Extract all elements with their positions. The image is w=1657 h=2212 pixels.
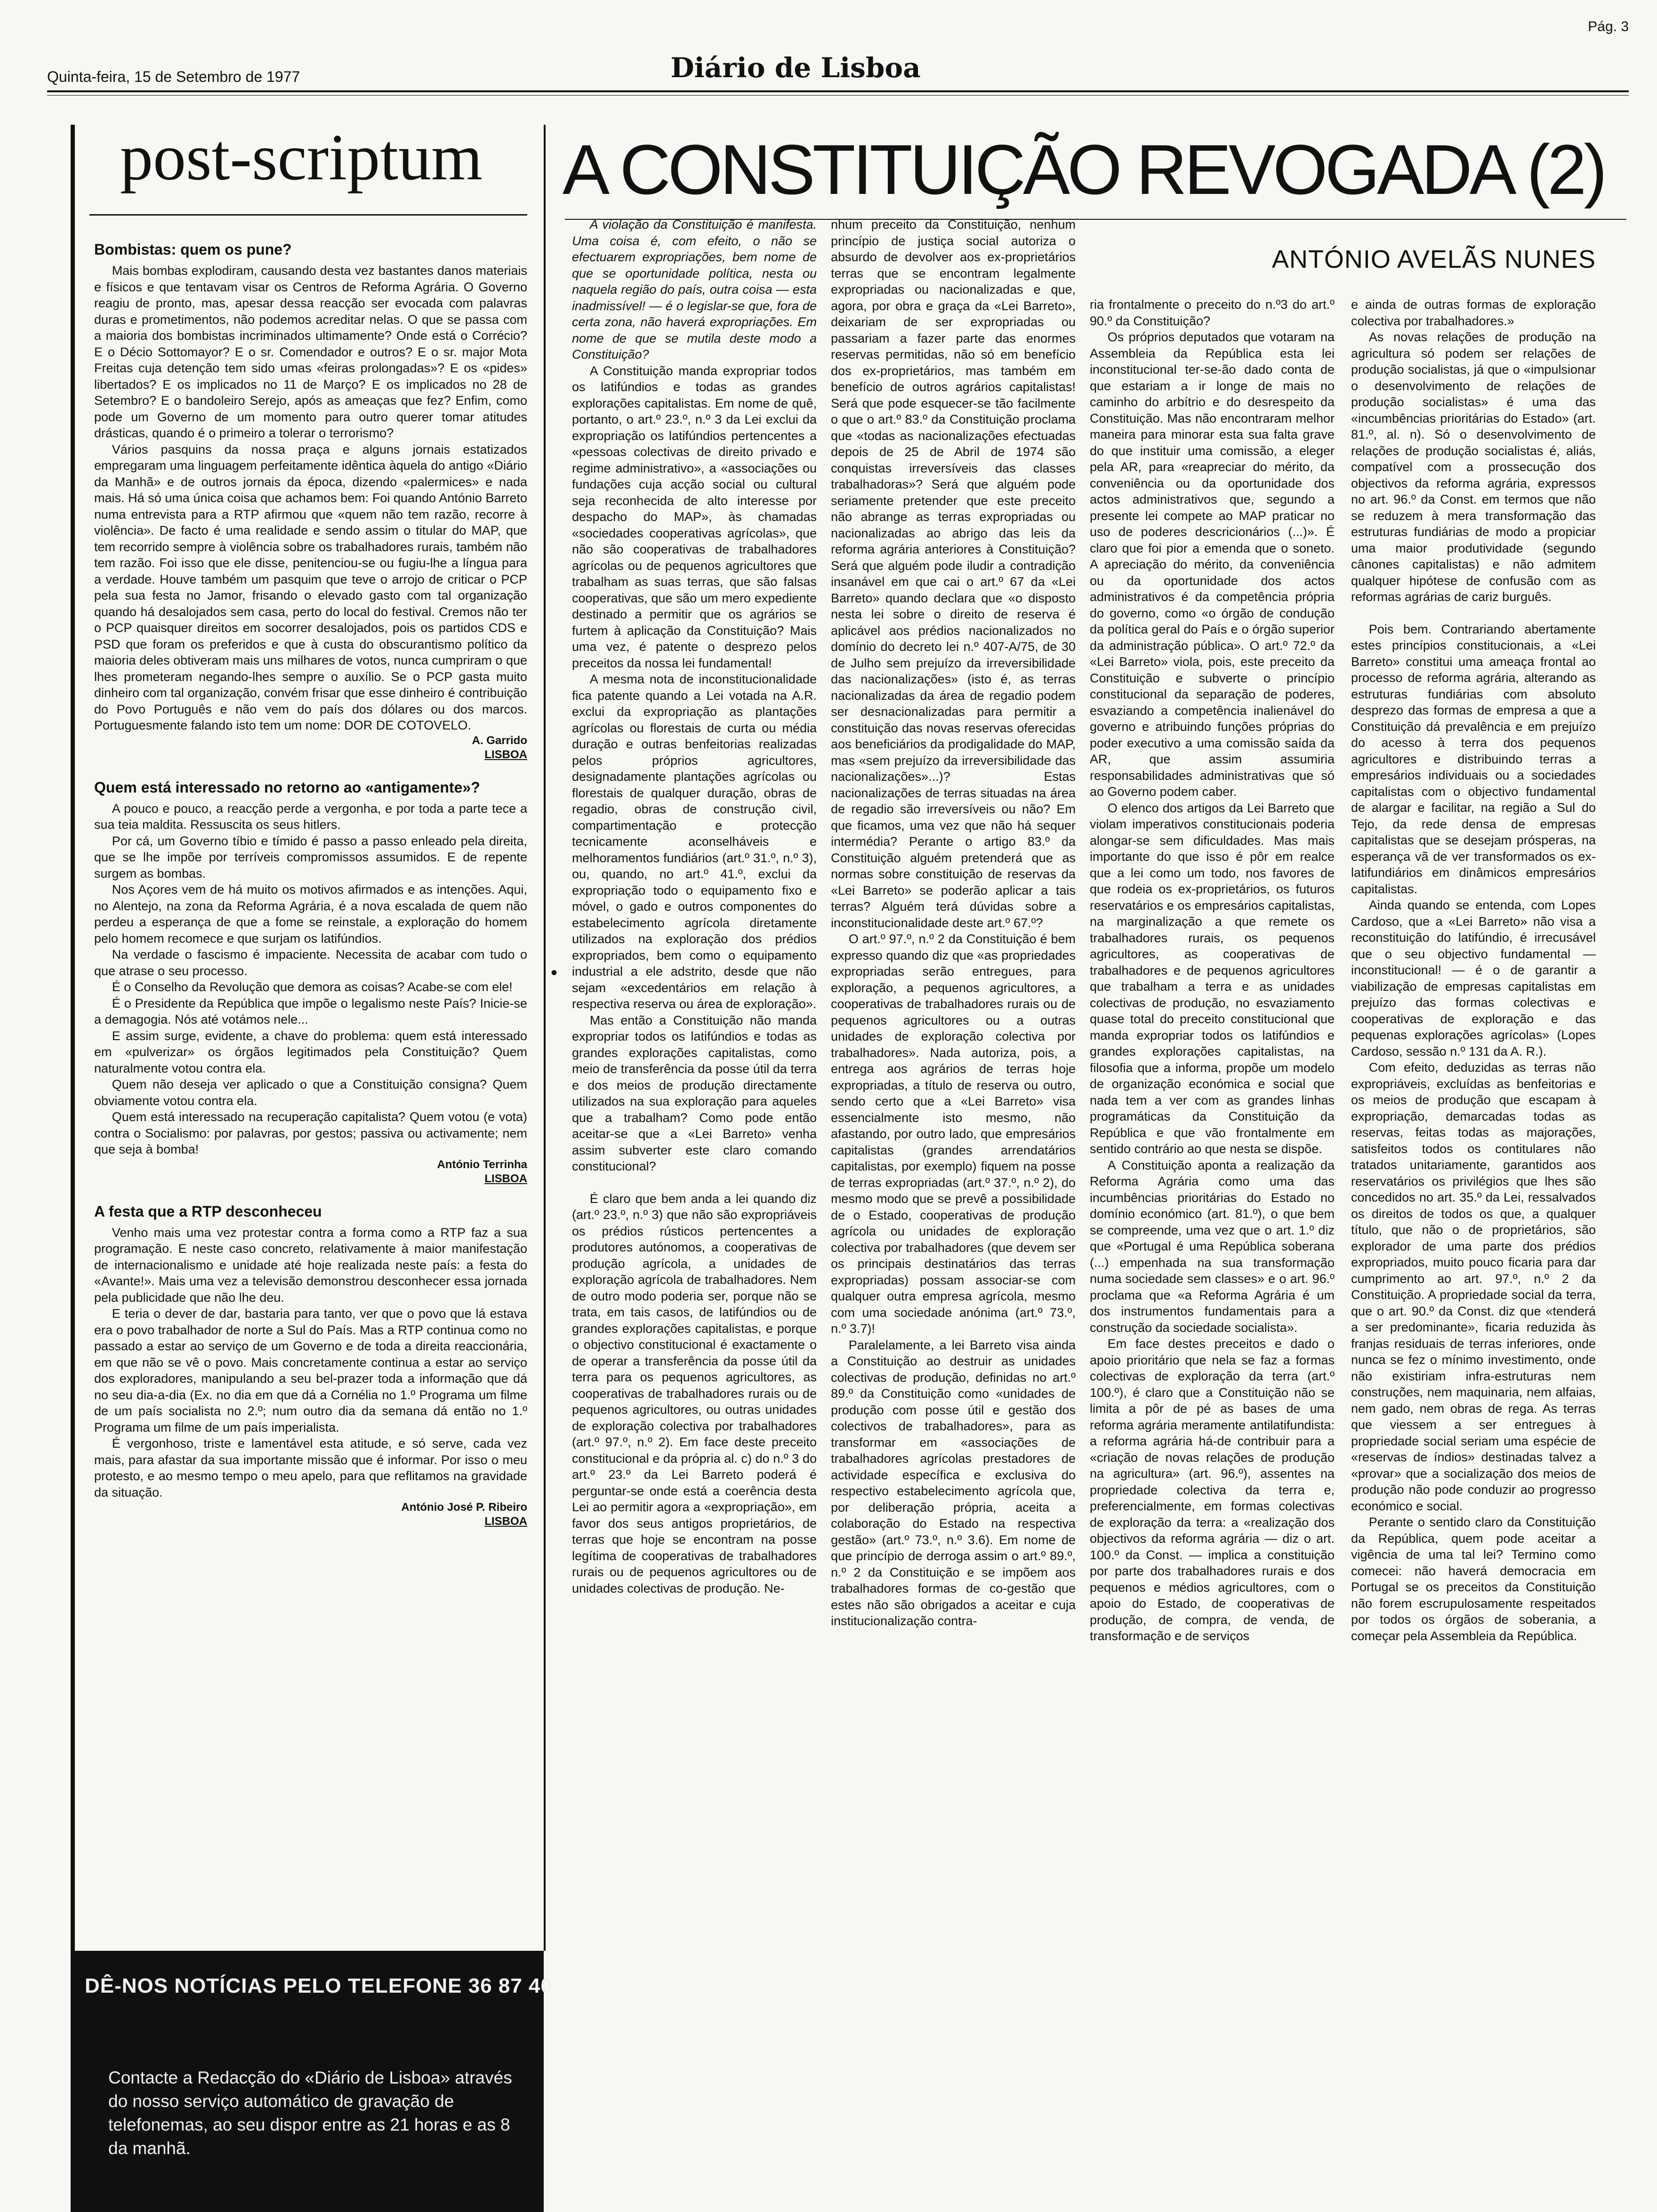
- header-rule-thin: [47, 95, 1629, 96]
- letter-paragraph: Venho mais uma vez protestar contra a forma como a RTP faz a sua programação. E neste caso concreto, relativamente à maior manifestação de internacionalismo e unidade até hoje realizada neste país: a festa do «Avante!». Mais uma vez a televisão demonstrou desconhecer essa jornada pela publicidade que não lhe deu.: [94, 1225, 527, 1305]
- article-paragraph: Pois bem. Contrariando abertamente estes princípios constitucionais, a «Lei Barreto» constitui uma ameaça frontal ao processo de reforma agrária, alterando as estruturas fundiárias com absoluto desprezo das formas de empresa a que a Constituição dá prevalência e em prejuízo do acesso à terra dos pequenos agricultores e distribuindo terras a empresários individuais ou a sociedades capitalistas com o objectivo fundamental de alargar e facilitar, na região a Sul do Tejo, da rede densa de empresas capitalistas que se desejam prósperas, na esperança vã de ver transformados os ex-latifundiários em dinâmicos empresários capitalistas.: [1351, 622, 1596, 896]
- letter-paragraph: É o Presidente da República que impõe o legalismo neste País? Inicie-se a demagogia. Nós até votámos nele...: [94, 996, 527, 1026]
- letter-place-text: LISBOA: [484, 1172, 527, 1185]
- letter-bombistas: [94, 240, 527, 762]
- letter-antigamente: [94, 778, 527, 1186]
- article-lead: A violação da Constituição é manifesta. Uma coisa é, com efeito, o não se efectuarem expropriações, bem nome de que se oportunidade política, nesta ou naquela região do país, outra coisa — esta inadmissível! — é o legislar-se que, fora de certa zona, não haverá expropriações. Em nome de que se mutila deste modo a Constituição?: [572, 217, 817, 361]
- letter-paragraph: Na verdade o fascismo é impaciente. Necessita de acabar com tudo o que atrase o seu processo.: [94, 947, 527, 978]
- sidebar-right-rule: [544, 125, 546, 1951]
- letter-signature: A. Garrido: [472, 734, 527, 747]
- article-column-2: [831, 216, 1076, 2210]
- postscriptum-title: post-scriptum: [120, 121, 483, 194]
- letter-rtp: [94, 1202, 527, 1529]
- letter-paragraph: Vários pasquins da nossa praça e alguns jornais estatizados empregaram uma linguagem perfeitamente idêntica àquela do antigo «Diário da Manhã» e de outros jornais da época, dizendo «palermices» e nada mais. Há só uma única coisa que achamos bem: Foi quando António Barreto numa entrevista para a RTP afirmou que «quem não tem razão, recorre à violência». De facto é uma realidade e sendo assim o titular do MAP, que tem recorrido sempre à violência sobre os trabalhadores rurais, também não tem razão. Foi isso que ele disse, penitenciou-se ou fugiu-lhe a língua para a verdade. Houve também um pasquim que teve o arrojo de criticar o PCP pela sua festa no Jamor, frisando o elevado gasto com tal organização quando há desalojados sem casa, perto do local do festival. Cremos não ter o PCP quaisquer direitos em socorrer desalojados, pois os partidos CDS e PSD que foram os preferidos e que à custa do obscurantismo político da maioria deles obtiveram mais uns milhares de votos, nunca cumpriram o que lhes prometeram negando-lhes sempre o auxílio. Se o PCP gasta muito dinheiro com tal organização, convém frisar que esse dinheiro é contribuição do Povo Português e não vem do país dos dólares ou dos marcos. Portuguesmente falando isto tem um nome: DOR DE COTOVELO.: [94, 442, 527, 732]
- article-paragraph: É claro que bem anda a lei quando diz (art.º 23.º, n.º 3) que não são expropriáveis os prédios rústicos pertencentes a produtores autónomos, a cooperativas de produção agrícola, a unidades de exploração agrícola de trabalhadores. Nem de outro modo poderia ser, porque não se trata, em tais casos, de latifúndios ou de grandes explorações capitalistas, e porque o objectivo constitucional é exactamente o de operar a transferência da posse útil da terra para os pequenos agricultores, as cooperativas de trabalhadores rurais ou de pequenos agricultores, ou outras unidades de exploração colectiva por trabalhadores (art.º 97.º, n.º 2). Em face deste preceito constitucional e da própria al. c) do n.º 3 do art.º 23.º da Lei Barreto poderá é perguntar-se onde está a coerência desta Lei ao permitir agora a «expropriação», em favor dos seus antigos proprietários, de terras que hoje se encontram na posse legítima de cooperativas de trabalhadores rurais ou de pequenos agricultores ou de unidades colectivas de produção. Ne-: [572, 1191, 817, 1595]
- article-paragraph: e ainda de outras formas de exploração colectiva por trabalhadores.»: [1351, 297, 1596, 328]
- article-byline: ANTÓNIO AVELÃS NUNES: [1271, 245, 1596, 273]
- letter-paragraph: É vergonhoso, triste e lamentável esta atitude, e só serve, cada vez mais, para afastar da sua importante missão que é informar. Por isso o meu protesto, e ao mesmo tempo o meu apelo, para que reflitamos na gravidade da situação.: [94, 1436, 527, 1499]
- article-paragraph: Com efeito, deduzidas as terras não expropriáveis, excluídas as benfeitorias e os meios de produção que escapam à expropriação, demarcadas todas as reservas, feitas todas as majorações, satisfeitos todos os contitulares não tratados unitariamente, garantidos aos reservatários os privilégios que lhes são concedidos no art. 35.º da Lei, ressalvados os direitos de todos os que, a qualquer título, que não o de proprietários, são explorador de uma parte dos prédios expropriados, muito pouco ficaria para dar cumprimento ao art. 97.º, n.º 2 da Constituição. A propriedade social da terra, que o art. 90.º da Const. diz que «tenderá a ser predominante», ficaria reduzida às franjas residuais de terras inferiores, onde nunca se fez o mínimo investimento, onde não existiriam infra-estruturas nem construções, nem maquinaria, nem alfaias, nem gado, nem obras de rega. As terras que viessem a ser entregues à propriedade social seriam uma espécie de «reservas de índios» destinadas talvez a «provar» que a socialização dos meios de produção não pode conduzir ao progresso económico e social.: [1351, 1060, 1596, 1513]
- letter-paragraph: Por cá, um Governo tíbio e tímido é passo a passo enleado pela direita, que se lhe impõe por terríveis compromissos assumidos. E de repente surgem as bombas.: [94, 834, 527, 881]
- letter-place: [94, 1172, 527, 1186]
- sidebar-left-rule: [71, 125, 75, 1951]
- issue-date: Quinta-feira, 15 de Setembro de 1977: [47, 68, 300, 85]
- letter-paragraph: E teria o dever de dar, bastaria para tanto, ver que o povo que lá estava era o povo trabalhador de norte a Sul do País. Mas a RTP continua como no passado a estar ao serviço de um Governo e de toda a direita reaccionária, em que não se vê o povo. Mais concretamente continua a estar ao serviço dos exploradores, manipulando a seu bel-prazer toda a informação que dá no seu dia-a-dia (Ex. no dia em que dá a Cornélia no 1.º Programa um filme de um país socialista no 2.º; num outro dia da semana dá então no 1.º Programa um filme de um país imperialista.: [94, 1306, 527, 1435]
- letter-signature: António José P. Ribeiro: [401, 1501, 527, 1514]
- article-paragraph: A Constituição manda expropriar todos os latifúndios e todas as grandes explorações capitalistas. Em nome de quê, portanto, o art.º 23.º, n.º 3 da Lei exclui da expropriação os latifúndios pertencentes a «pessoas colectivas de direito privado e regime administrativo», a «associações ou fundações cuja acção social ou cultural seja reconhecida de alto interesse por despacho do MAP», às chamadas «sociedades cooperativas agrícolas», que não são cooperativas de trabalhadores agrícolas ou de pequenos agricultores que trabalham as suas terras, que são falsas cooperativas, que são um mero expediente destinado a permitir que os agrários se furtem à aplicação da Constituição? Mais uma vez, é patente o desprezo pelos preceitos da nossa lei fundamental!: [572, 363, 817, 670]
- article-paragraph: O elenco dos artigos da Lei Barreto que violam imperativos constitucionais poderia alongar-se sem dificuldades. Mas mais importante do que isso é pôr em realce que a lei como um todo, nos favores de que rodeia os ex-proprietários, os futuros reservatários e os empresários capitalistas, na marginalização a que remete os trabalhadores rurais, os pequenos agricultores, as cooperativas de trabalhadores e de pequenos agricultores que trabalham a terra e as unidades colectivas de produção, no esvaziamento quase total do preceito constitucional que manda expropriar todos os latifúndios e grandes explorações capitalistas, na filosofia que a informa, propõe um modelo de organização económica e social que nada tem a ver com as grandes linhas programáticas da Constituição da República e que vão frontalmente em sentido contrário ao que nesta se dispõe.: [1090, 801, 1335, 1156]
- postscriptum-column: [94, 240, 527, 1944]
- article-paragraph: As novas relações de produção na agricultura só podem ser relações de produção socialistas, já que o «impulsionar o desenvolvimento de relações de produção socialistas» é uma das «incumbências prioritárias do Estado» (art. 81.º, al. n). Só o desenvolvimento de relações de produção socialistas é, aliás, compatível com a prossecução dos objectivos da reforma agrária, expressos no art. 96.º da Const. em termos que não se reduzem à mera transformação das estruturas fundiárias de modo a propiciar uma maior produtividade (segundo cânones capitalistas) e não admitem qualquer hipótese de confusão com as reformas agrárias de cariz burguês.: [1351, 330, 1596, 604]
- letter-place: [94, 748, 527, 762]
- letter-place-text: LISBOA: [484, 1515, 527, 1528]
- article-column-1: [572, 216, 817, 2210]
- letter-paragraph: Quem está interessado na recuperação capitalista? Quem votou (e vota) contra o Socialismo: por palavras, por gestos; passiva ou activamente; nem que seja à bomba!: [94, 1110, 527, 1156]
- letter-place: [94, 1515, 527, 1529]
- article-column-4: [1351, 297, 1596, 2210]
- letter-paragraph: E assim surge, evidente, a chave do problema: quem está interessado em «pulverizar» os órgãos legitimados pela Constituição? Quem naturalmente votou contra ela.: [94, 1028, 527, 1075]
- letter-paragraph: É o Conselho da Revolução que demora as coisas? Acabe-se com ele!: [112, 980, 513, 994]
- article-paragraph: O art.º 97.º, n.º 2 da Constituição é bem expresso quando diz que «as propriedades expropriadas serão entregues, para exploração, a pequenos agricultores, a cooperativas de trabalhadores rurais ou de pequenos agricultores ou a outras unidades de exploração colectiva por trabalhadores». Nada autoriza, pois, a entrega aos agrários de terras hoje expropriadas, a título de reserva ou outro, sendo certo que a «Lei Barreto» visa essencialmente isto mesmo, não afastando, por outro lado, que empresários capitalistas (grandes arrendatários capitalistas, por exemplo) fiquem na posse de terras expropriadas (art.º 37.º, n.º 2), do mesmo modo que se prevê a possibilidade de o Estado, cooperativas de produção agrícola ou unidades de exploração colectiva por trabalhadores (que devem ser os principais destinatários das terras expropriadas) possam associar-se com qualquer outra empresa agrícola, mesmo com uma sociedade anónima (art.º 73.º, n.º 3.7)!: [831, 932, 1076, 1336]
- letter-paragraph: Quem não deseja ver aplicado o que a Constituição consigna? Quem obviamente votou contra ela.: [94, 1077, 527, 1108]
- page-number: Pág. 3: [1588, 19, 1629, 34]
- article-paragraph: Mas então a Constituição não manda expropriar todos os latifúndios e todas as grandes explorações capitalistas, como meio de transferência da posse útil da terra e dos meios de produção directamente utilizados na sua exploração para aqueles que a trabalham? Como pode então aceitar-se que a «Lei Barreto» venha assim subverter este claro comando constitucional?: [572, 1013, 817, 1173]
- letter-signature: António Terrinha: [437, 1158, 527, 1171]
- article-paragraph: Em face destes preceitos e dado o apoio prioritário que nela se faz a formas colectivas de exploração da terra (art.º 100.º), é claro que a Constituição não se limita a pôr de pé as bases de uma reforma agrária meramente antilatifundista: a reforma agrária há-de contribuir para a «criação de novas relações de produção na agricultura» (art. 96.º), assentes na propriedade colectiva da terra e, preferencialmente, em formas colectivas de exploração da terra: a «realização dos objectivos da reforma agrária — diz o art. 100.º da Const. — implica a constituição por parte dos trabalhadores rurais e dos pequenos e médios agricultores, com o apoio do Estado, de cooperativas de produção, de compra, de venda, de transformação e de serviços: [1090, 1337, 1335, 1643]
- article-paragraph: Ainda quando se entenda, com Lopes Cardoso, que a «Lei Barreto» não visa a reconstituição do latifúndio, é irrecusável que o seu objectivo fundamental — inconstitucional! — é o de garantir a viabilização de empresas capitalistas em prejuízo das formas colectivas e cooperativas de exploração e das pequenas explorações agrícolas» (Lopes Cardoso, sessão n.º 131 da A. R.).: [1351, 898, 1596, 1058]
- postscriptum-title-rule: [89, 214, 527, 216]
- article-paragraph: A Constituição aponta a realização da Reforma Agrária como uma das incumbências prioritárias do Estado no domínio económico (art. 81.º), o que bem se compreende, uma vez que o art. 1.º diz que «Portugal é uma República soberana (...) empenhada na sua transformação numa sociedade sem classes» e o art. 96.º proclama que «a Reforma Agrária é um dos instrumentos fundamentais para a construção da sociedade socialista».: [1090, 1158, 1335, 1335]
- letter-place-text: LISBOA: [484, 748, 527, 761]
- header-rule: [47, 90, 1629, 92]
- bullet-mark: •: [551, 962, 558, 983]
- article-column-3: [1090, 297, 1335, 2210]
- promo-heading: DÊ-NOS NOTÍCIAS PELO TELEFONE 36 87 40: [85, 1974, 553, 1997]
- article-paragraph: ria frontalmente o preceito do n.º3 do art.º 90.º da Constituição?: [1090, 297, 1335, 328]
- masthead: Diário de Lisboa: [670, 52, 921, 84]
- promo-body: Contacte a Redacção do «Diário de Lisboa» através do nosso serviço automático de gravação de telefonemas, ao seu dispor entre as 21 horas e as 8 da manhã.: [108, 2068, 512, 2158]
- letter-paragraph: Nos Açores vem de há muito os motivos afirmados e as intenções. Aqui, no Alentejo, na zona da Reforma Agrária, é a nova escalada de quem não perdeu a esperança de que a fome se reinstale, a exploração do homem pelo homem recomece e que surjam os latifúndios.: [94, 882, 527, 946]
- letter-heading: Quem está interessado no retorno ao «antigamente»?: [94, 778, 480, 796]
- article-paragraph: Os próprios deputados que votaram na Assembleia da República esta lei inconstitucional ter-se-ão dado conta de que estariam a ir longe de mais no caminho do arbítrio e do desrespeito da Constituição. Mas não encontraram melhor maneira para minorar esta sua falta grave do que instituir uma comissão, a eleger pela AR, para «reapreciar do mérito, da conveniência ou da oportunidade dos actos administrativos que, segundo a presente lei compete ao MAP praticar no uso de poderes descricionários (...)». É claro que foi pior a emenda que o soneto. A apreciação do mérito, da conveniência ou da oportunidade dos actos administrativos é da competência própria do governo, como «o órgão de condução da política geral do País e o órgão superior da administração pública». O art.º 72.º da «Lei Barreto» viola, pois, este preceito da Constituição e subverte o princípio constitucional da separação de poderes, esvaziando a competência inalienável do governo e atribuindo funções próprias do poder executivo a uma comissão saída da AR, que assim assumiria responsabilidades administrativas que só ao Governo podem caber.: [1090, 330, 1335, 799]
- article-paragraph: Perante o sentido claro da Constituição da República, quem pode aceitar a vigência de uma tal lei? Termino como comecei: não haverá democracia em Portugal se os preceitos da Constituição não forem escrupulosamente respeitados por todos os órgãos de soberania, a começar pela Assembleia da República.: [1351, 1515, 1596, 1643]
- article-paragraph: A mesma nota de inconstitucionalidade fica patente quando a Lei votada na A.R. exclui da expropriação as plantações agrícolas ou florestais de curta ou média duração e outras benfeitorias realizadas pelos próprios agricultores, designadamente plantações agrícolas ou florestais de qualquer duração, obras de regadio, obras de construção civil, compartimentação e protecção tecnicamente aconselháveis e melhoramentos fundiários (art.º 31.º, n.º 3), ou, quando, no art.º 41.º, exclui da expropriação todo o equipamento fixo e móvel, o gado e outros componentes do estabelecimento agrícola diretamente utilizados na exploração dos prédios expropriados, bem como o equipamento industrial a ele adstrito, desde que não sejam «excedentários em relação à respectiva reserva ou área de exploração».: [572, 672, 817, 1011]
- letter-paragraph: Mais bombas explodiram, causando desta vez bastantes danos materiais e físicos e que tentavam visar os Centros de Reforma Agrária. O Governo reagiu de pronto, mas, apesar dessa reacção ser evocada com palavras duras e prometimentos, não podemos acreditar nelas. O que se passa com a maioria dos bombistas incriminados ultimamente? Onde está o Corrécio? E o Décio Sottomayor? E o sr. Comendador e outros? E o sr. major Mota Freitas cuja detenção tem sido umas «feiras prolongadas»? E os «pides» libertados? E os implicados no 11 de Março? E os implicados no 28 de Setembro? E o bandoleiro Serejo, após as ameaças que fez? Enfim, como pode um Governo de um momento para outro querer tomar atitudes drásticas, quando é o primeiro a tolerar o terrorismo?: [94, 264, 527, 440]
- letter-heading: A festa que a RTP desconheceu: [94, 1202, 322, 1220]
- letter-paragraph: A pouco e pouco, a reacção perde a vergonha, e por toda a parte tece a sua teia maldita. Ressuscita os seus hitlers.: [94, 801, 527, 832]
- promo-box: [71, 1951, 553, 2212]
- article-title: A CONSTITUIÇÃO REVOGADA (2): [563, 130, 1605, 209]
- letter-heading: Bombistas: quem os pune?: [94, 241, 292, 258]
- article-paragraph: nhum preceito da Constituição, nenhum princípio de justiça social autoriza o absurdo de devolver aos ex-proprietários terras que se encontram legalmente expropriadas ou nacionalizadas e que, agora, por obra e graça da «Lei Barreto», deixariam de ser expropriadas ou passariam a fazer parte das enormes reservas permitidas, não só em benefício dos ex-proprietários, mas também em benefício de outros agrários capitalistas! Será que pode esquecer-se tão facilmente o que o art.º 83.º da Constituição proclama que «todas as nacionalizações efectuadas depois de 25 de Abril de 1974 são conquistas irreversíveis das classes trabalhadoras»? Será que alguém pode seriamente pretender que este preceito não abrange as terras expropriadas ou nacionalizadas ao abrigo das leis da reforma agrária anteriores à Constituição? Será que alguém pode iludir a contradição insanável em que cai o art.º 67 da «Lei Barreto» quando declara que «o disposto nesta lei sobre o direito de reserva é aplicável aos prédios nacionalizados no domínio do decreto lei n.º 407-A/75, de 30 de Julho sem prejuízo da irreversibilidade das nacionalizações» (isto é, as terras nacionalizadas da área de regadio podem ser desnacionalizadas para permitir a constituição das novas reservas oferecidas aos beneficiários da prodigalidade do MAP, mas «sem prejuízo da irreversibilidade das nacionalizações»...)? Estas nacionalizações de terras situadas na área de regadio são irreversíveis ou não? Em que ficamos, uma vez que não há sequer intermédia? Perante o artigo 83.º da Constituição alguém pretenderá que as normas sobre constituição de reservas da «Lei Barreto» se poderão aplicar a tais terras? Alguém terá dúvidas sobre a inconstitucionalidade deste art.º 67.º?: [831, 217, 1076, 930]
- article-paragraph: Paralelamente, a lei Barreto visa ainda a Constituição ao destruir as unidades colectivas de produção, definidas no art.º 89.º da Constituição como «unidades de produção com posse útil e gestão dos colectivos de trabalhadores», para as transformar em «associações de trabalhadores agrícolas prestadores de actividade específica e exclusiva do respectivo estabelecimento agrícola que, por deliberação própria, aceita a colaboração do Estado na respectiva gestão» (art.º 73.º, n.º 3.6). Em nome de que princípio de derroga assim o art.º 89.º, n.º 2 da Constituição e se impõem aos trabalhadores formas de co-gestão que estes não são obrigados a aceitar e cuja institucionalização contra-: [831, 1338, 1076, 1628]
